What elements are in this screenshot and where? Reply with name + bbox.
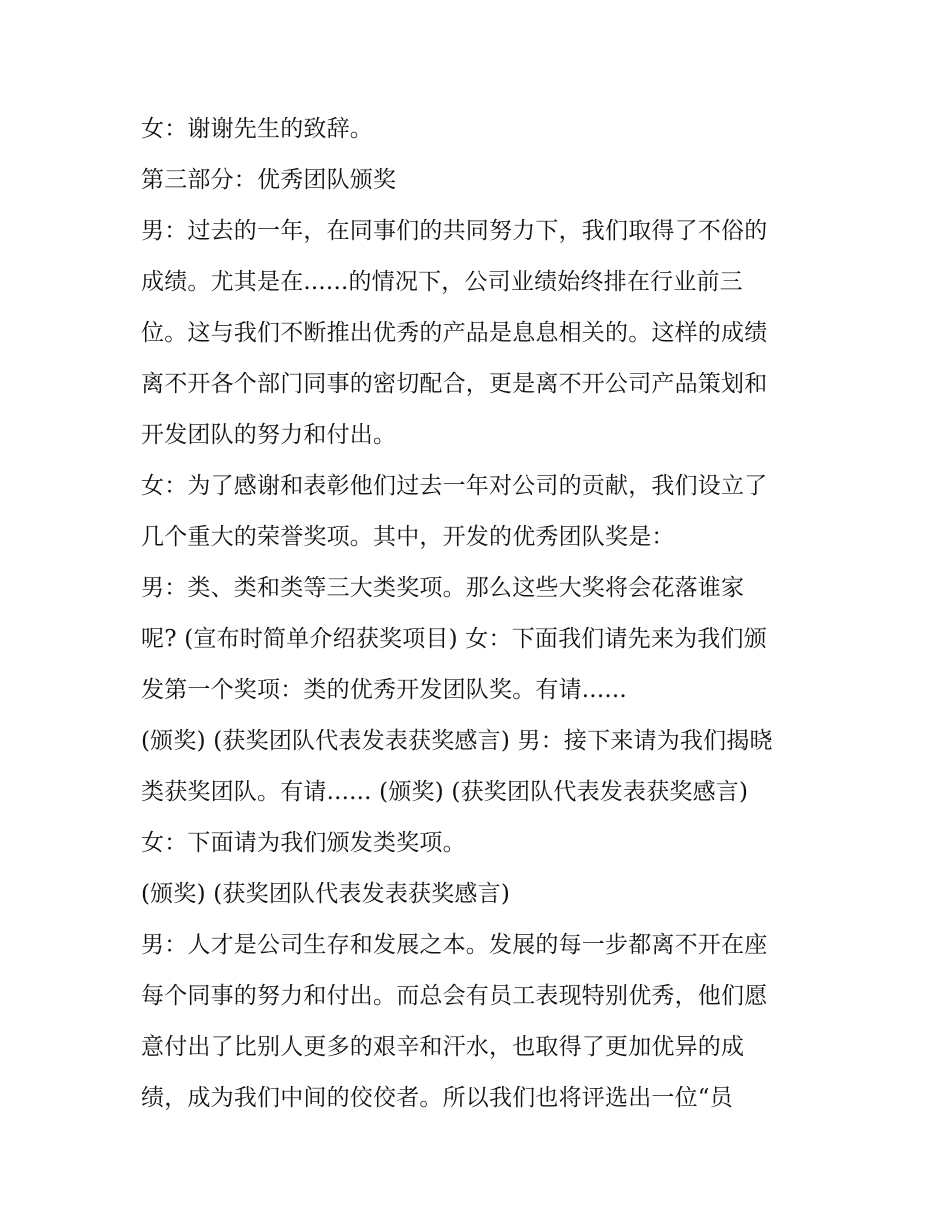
text-line: 离不开各个部门同事的密切配合，更是离不开公司产品策划和 <box>141 371 768 397</box>
document-body <box>141 104 821 1124</box>
text-line: 开发团队的努力和付出。 <box>141 422 397 448</box>
text-line: 每个同事的努力和付出。而总会有员工表现特别优秀，他们愿 <box>141 983 768 1009</box>
text-line: 意付出了比别人更多的艰辛和汗水，也取得了更加优异的成 <box>141 1034 745 1060</box>
text-line: 位。这与我们不断推出优秀的产品是息息相关的。这样的成绩 <box>141 320 768 346</box>
section-heading: 第三部分：优秀团队颁奖 <box>141 167 397 193</box>
text-line: 成绩。尤其是在......的情况下，公司业绩始终排在行业前三 <box>141 269 743 295</box>
text-line: 类获奖团队。有请...... (颁奖) (获奖团队代表发表获奖感言) <box>141 779 749 805</box>
text-line: 女：为了感谢和表彰他们过去一年对公司的贡献，我们设立了 <box>141 473 768 499</box>
text-line: (颁奖) (获奖团队代表发表获奖感言) <box>141 881 511 907</box>
text-line: 男：类、类和类等三大类奖项。那么这些大奖将会花落谁家 <box>141 575 745 601</box>
text-line: 女：谢谢先生的致辞。 <box>141 116 373 142</box>
text-line: 呢? (宣布时简单介绍获奖项目) 女：下面我们请先来为我们颁 <box>141 626 767 652</box>
text-line: 发第一个奖项：类的优秀开发团队奖。有请...... <box>141 677 627 703</box>
text-line: 男：人才是公司生存和发展之本。发展的每一步都离不开在座 <box>141 932 768 958</box>
text-line: 几个重大的荣誉奖项。其中，开发的优秀团队奖是： <box>141 524 675 550</box>
text-line: 绩，成为我们中间的佼佼者。所以我们也将评选出一位“员 <box>141 1085 733 1111</box>
text-line: 男：过去的一年，在同事们的共同努力下，我们取得了不俗的 <box>141 218 768 244</box>
text-line: (颁奖) (获奖团队代表发表获奖感言) 男：接下来请为我们揭晓 <box>141 728 773 754</box>
text-line: 女：下面请为我们颁发类奖项。 <box>141 830 466 856</box>
